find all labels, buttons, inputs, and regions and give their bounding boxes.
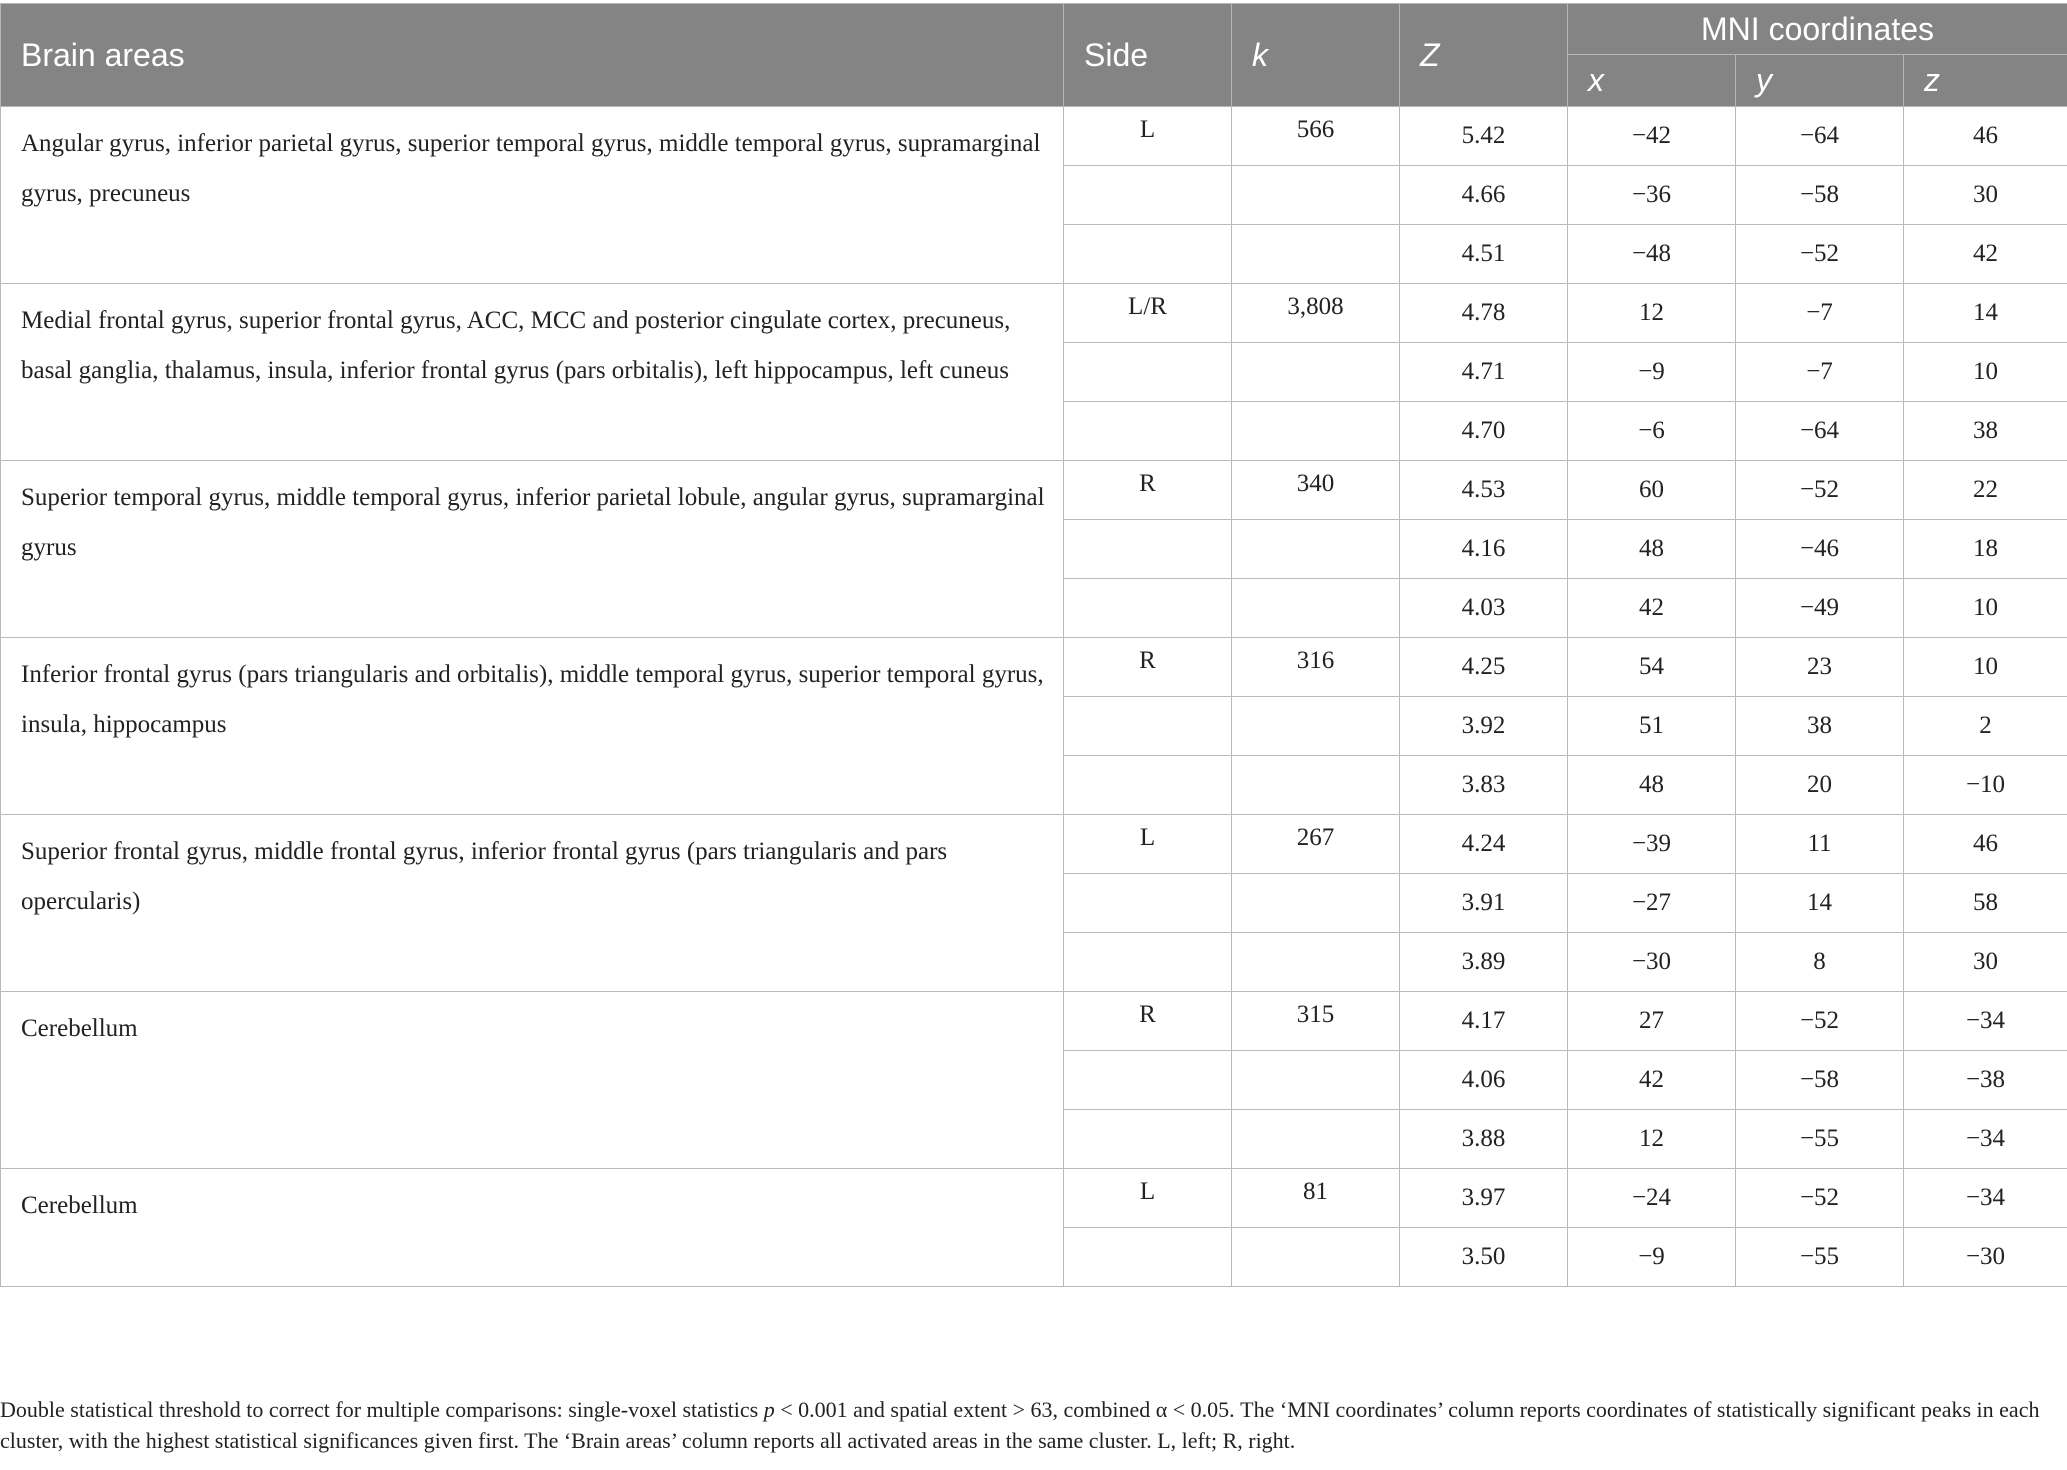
k-cell <box>1232 697 1400 756</box>
mni-x-cell: −9 <box>1568 1228 1736 1287</box>
mni-y-cell: 23 <box>1736 638 1904 697</box>
z-score-cell: 4.70 <box>1400 402 1568 461</box>
k-cell <box>1232 402 1400 461</box>
side-cell <box>1064 579 1232 638</box>
mni-z-cell: −10 <box>1904 756 2067 815</box>
mni-y-cell: 8 <box>1736 933 1904 992</box>
z-score-cell: 4.03 <box>1400 579 1568 638</box>
brain-areas-cell: Superior temporal gyrus, middle temporal gyrus, inferior parietal lobule, angular gyrus, supramarginal gyrus <box>1 461 1064 638</box>
table-row <box>1 638 2067 697</box>
mni-z-cell: 18 <box>1904 520 2067 579</box>
k-cell <box>1232 756 1400 815</box>
z-score-cell: 4.66 <box>1400 166 1568 225</box>
z-score-cell: 4.17 <box>1400 992 1568 1051</box>
mni-y-cell: 20 <box>1736 756 1904 815</box>
k-cell <box>1232 874 1400 933</box>
side-cell: R <box>1064 638 1232 697</box>
mni-x-cell: −42 <box>1568 107 1736 166</box>
table-row <box>1 461 2067 520</box>
k-cell <box>1232 579 1400 638</box>
z-score-cell: 3.89 <box>1400 933 1568 992</box>
side-cell: L <box>1064 107 1232 166</box>
k-cell <box>1232 225 1400 284</box>
mni-z-cell: −38 <box>1904 1051 2067 1110</box>
mni-y-cell: −52 <box>1736 225 1904 284</box>
header-z-coord-label: z <box>1924 62 1940 98</box>
z-score-cell: 3.83 <box>1400 756 1568 815</box>
footnote-text-2: < 0.001 and spatial extent > 63, combined α < 0.05. The ‘MNI coordinates’ column reports coordinates of statistically significant peaks in each cluster, with the highest statistical significances given first. The ‘Brain areas’ column reports all activated areas in the same cluster. L, left; R, right. <box>0 1397 2040 1453</box>
z-score-cell: 3.50 <box>1400 1228 1568 1287</box>
side-cell <box>1064 1051 1232 1110</box>
header-y <box>1736 55 1904 107</box>
mni-x-cell: −36 <box>1568 166 1736 225</box>
mni-z-cell: 22 <box>1904 461 2067 520</box>
k-cell <box>1232 343 1400 402</box>
mni-x-cell: 48 <box>1568 756 1736 815</box>
side-cell: R <box>1064 992 1232 1051</box>
mni-z-cell: 14 <box>1904 284 2067 343</box>
side-cell <box>1064 874 1232 933</box>
table-row <box>1 815 2067 874</box>
header-y-label: y <box>1756 62 1772 98</box>
z-score-cell: 4.71 <box>1400 343 1568 402</box>
footnote-text-1: Double statistical threshold to correct for multiple comparisons: single-voxel statistics <box>0 1397 764 1422</box>
mni-x-cell: −27 <box>1568 874 1736 933</box>
footnote-p-symbol: p <box>763 1397 775 1422</box>
k-cell: 566 <box>1232 107 1400 166</box>
mni-y-cell: −64 <box>1736 402 1904 461</box>
mni-z-cell: 10 <box>1904 638 2067 697</box>
k-cell: 315 <box>1232 992 1400 1051</box>
mni-z-cell: 10 <box>1904 579 2067 638</box>
z-score-cell: 3.88 <box>1400 1110 1568 1169</box>
side-cell: L <box>1064 1169 1232 1228</box>
k-cell: 267 <box>1232 815 1400 874</box>
z-score-cell: 3.97 <box>1400 1169 1568 1228</box>
mni-y-cell: −49 <box>1736 579 1904 638</box>
mni-y-cell: −55 <box>1736 1110 1904 1169</box>
table-row <box>1 107 2067 166</box>
mni-y-cell: −58 <box>1736 1051 1904 1110</box>
side-cell <box>1064 933 1232 992</box>
mni-y-cell: −46 <box>1736 520 1904 579</box>
mni-z-cell: 58 <box>1904 874 2067 933</box>
mni-y-cell: −52 <box>1736 461 1904 520</box>
header-k <box>1232 4 1400 107</box>
k-cell: 3,808 <box>1232 284 1400 343</box>
side-cell <box>1064 520 1232 579</box>
side-cell <box>1064 756 1232 815</box>
mni-z-cell: 46 <box>1904 815 2067 874</box>
brain-areas-cell: Inferior frontal gyrus (pars triangularis and orbitalis), middle temporal gyrus, superior temporal gyrus, insula, hippocampus <box>1 638 1064 815</box>
mni-x-cell: 54 <box>1568 638 1736 697</box>
mni-y-cell: −7 <box>1736 343 1904 402</box>
header-z-coord <box>1904 55 2067 107</box>
z-score-cell: 4.51 <box>1400 225 1568 284</box>
mni-x-cell: 51 <box>1568 697 1736 756</box>
z-score-cell: 3.91 <box>1400 874 1568 933</box>
table-header <box>1 4 2067 107</box>
header-x <box>1568 55 1736 107</box>
side-cell: L/R <box>1064 284 1232 343</box>
side-cell <box>1064 697 1232 756</box>
brain-areas-cell: Superior frontal gyrus, middle frontal gyrus, inferior frontal gyrus (pars triangularis and pars opercularis) <box>1 815 1064 992</box>
header-mni-coordinates: MNI coordinates <box>1568 4 2067 55</box>
header-k-label: k <box>1252 36 1268 73</box>
k-cell <box>1232 933 1400 992</box>
mni-y-cell: 38 <box>1736 697 1904 756</box>
mni-x-cell: −6 <box>1568 402 1736 461</box>
table-row <box>1 992 2067 1051</box>
mni-z-cell: −34 <box>1904 1110 2067 1169</box>
mni-y-cell: 11 <box>1736 815 1904 874</box>
mni-y-cell: −55 <box>1736 1228 1904 1287</box>
mni-y-cell: −52 <box>1736 1169 1904 1228</box>
results-table <box>0 3 2067 1287</box>
mni-x-cell: −24 <box>1568 1169 1736 1228</box>
mni-z-cell: 42 <box>1904 225 2067 284</box>
mni-z-cell: 38 <box>1904 402 2067 461</box>
mni-x-cell: 42 <box>1568 1051 1736 1110</box>
mni-z-cell: 30 <box>1904 166 2067 225</box>
side-cell <box>1064 225 1232 284</box>
side-cell <box>1064 343 1232 402</box>
side-cell: L <box>1064 815 1232 874</box>
z-score-cell: 4.06 <box>1400 1051 1568 1110</box>
header-z-score <box>1400 4 1568 107</box>
header-brain-areas: Brain areas <box>1 4 1064 107</box>
k-cell <box>1232 1228 1400 1287</box>
side-cell <box>1064 166 1232 225</box>
mni-x-cell: −9 <box>1568 343 1736 402</box>
z-score-cell: 4.53 <box>1400 461 1568 520</box>
header-z-score-label: Z <box>1420 36 1440 73</box>
mni-y-cell: −7 <box>1736 284 1904 343</box>
mni-y-cell: −64 <box>1736 107 1904 166</box>
brain-areas-cell: Cerebellum <box>1 1169 1064 1287</box>
mni-y-cell: 14 <box>1736 874 1904 933</box>
mni-z-cell: 10 <box>1904 343 2067 402</box>
table-footnote <box>0 1394 2040 1456</box>
mni-x-cell: 48 <box>1568 520 1736 579</box>
mni-x-cell: 12 <box>1568 284 1736 343</box>
brain-areas-cell: Medial frontal gyrus, superior frontal gyrus, ACC, MCC and posterior cingulate cortex, precuneus, basal ganglia, thalamus, insula, inferior frontal gyrus (pars orbitalis), left hippocampus, left cuneus <box>1 284 1064 461</box>
mni-x-cell: 42 <box>1568 579 1736 638</box>
side-cell <box>1064 402 1232 461</box>
k-cell: 316 <box>1232 638 1400 697</box>
mni-x-cell: −30 <box>1568 933 1736 992</box>
mni-y-cell: −52 <box>1736 992 1904 1051</box>
mni-x-cell: −48 <box>1568 225 1736 284</box>
side-cell: R <box>1064 461 1232 520</box>
z-score-cell: 4.25 <box>1400 638 1568 697</box>
z-score-cell: 4.24 <box>1400 815 1568 874</box>
z-score-cell: 3.92 <box>1400 697 1568 756</box>
side-cell <box>1064 1228 1232 1287</box>
k-cell <box>1232 1051 1400 1110</box>
z-score-cell: 4.16 <box>1400 520 1568 579</box>
table-row <box>1 1169 2067 1228</box>
mni-z-cell: 46 <box>1904 107 2067 166</box>
mni-z-cell: −30 <box>1904 1228 2067 1287</box>
z-score-cell: 5.42 <box>1400 107 1568 166</box>
mni-z-cell: −34 <box>1904 992 2067 1051</box>
k-cell <box>1232 1110 1400 1169</box>
side-cell <box>1064 1110 1232 1169</box>
k-cell: 81 <box>1232 1169 1400 1228</box>
mni-x-cell: 12 <box>1568 1110 1736 1169</box>
mni-x-cell: −39 <box>1568 815 1736 874</box>
k-cell <box>1232 166 1400 225</box>
mni-y-cell: −58 <box>1736 166 1904 225</box>
k-cell: 340 <box>1232 461 1400 520</box>
header-side: Side <box>1064 4 1232 107</box>
mni-x-cell: 27 <box>1568 992 1736 1051</box>
brain-areas-cell: Angular gyrus, inferior parietal gyrus, superior temporal gyrus, middle temporal gyrus, supramarginal gyrus, precuneus <box>1 107 1064 284</box>
table-row <box>1 284 2067 343</box>
mni-x-cell: 60 <box>1568 461 1736 520</box>
table-body <box>1 107 2067 1287</box>
k-cell <box>1232 520 1400 579</box>
mni-z-cell: 30 <box>1904 933 2067 992</box>
brain-areas-cell: Cerebellum <box>1 992 1064 1169</box>
mni-z-cell: −34 <box>1904 1169 2067 1228</box>
z-score-cell: 4.78 <box>1400 284 1568 343</box>
header-x-label: x <box>1588 62 1604 98</box>
mni-z-cell: 2 <box>1904 697 2067 756</box>
